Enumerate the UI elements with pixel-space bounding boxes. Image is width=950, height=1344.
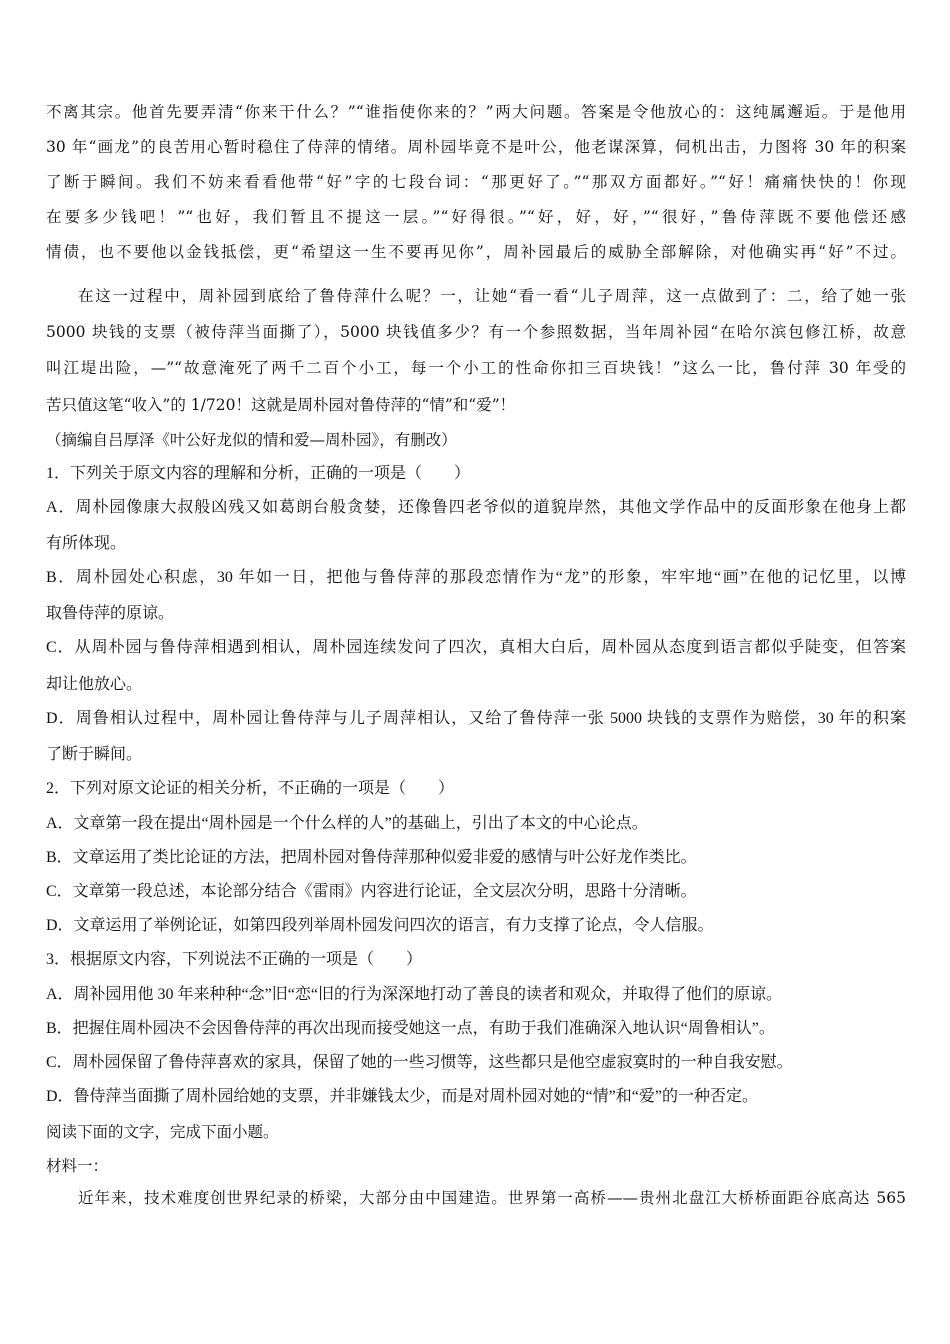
question-stem: 2．下列对原文论证的相关分析，不正确的一项是（ ） [46, 780, 455, 797]
material-label: 材料一： [46, 1157, 109, 1175]
option-c-cont: 却让他放心。 [46, 676, 143, 693]
passage-line: 不离其宗。他首先要弄清“你来干什么？”“谁指使你来的？”两大问题。答案是令他放心的：这纯属邂逅。于是他用 [46, 103, 906, 121]
reading-instruction: 阅读下面的文字，完成下面小题。 [46, 1123, 279, 1141]
passage-line: 在这一过程中，周补园到底给了鲁侍萍什么呢？一，让她“看一看“儿子周萍，这一点做到了：二，给了她一张 [78, 287, 906, 305]
source-citation: （摘编自吕厚泽《叶公好龙似的情和爱—周朴园》，有删改） [46, 431, 457, 449]
option-b: B．周朴园处心积虑，30 年如一日，把他与鲁侍萍的那段恋情作为“龙”的形象，牢牢地“画”在他的记忆里，以博 [46, 569, 906, 586]
passage-line: 情债，也不要他以金钱抵偿，更“希望这一生不要再见你”，周补园最后的威胁全部解除，对他确实再“好”不过。 [46, 243, 906, 261]
passage-line: 了断于瞬间。我们不妨来看看他带“好”字的七段台词：“那更好了。”“那双方面都好。”“好！痛痛快快的！你现 [46, 173, 906, 191]
material-text: 近年来，技术难度创世界纪录的桥梁，大部分由中国建造。世界第一高桥——贵州北盘江大桥桥面距谷底高达 565 [78, 1189, 906, 1207]
question-stem: 3．根据原文内容，下列说法不正确的一项是（ ） [46, 951, 423, 968]
passage-line: 叫江堤出险，—”“故意淹死了两千二百个小工，每一个小工的性命你扣三百块钱！”这么一比，鲁付萍 30 年受的 [46, 359, 906, 377]
option-a-cont: 有所体现。 [46, 535, 127, 552]
question-stem: 1．下列关于原文内容的理解和分析，正确的一项是（ ） [46, 465, 471, 482]
option-d: D．文章运用了举例论证，如第四段列举周朴园发问四次的语言，有力支撑了论点，令人信服。 [46, 917, 714, 934]
option-a: A．文章第一段在提出“周朴园是一个什么样的人”的基础上，引出了本文的中心论点。 [46, 815, 648, 832]
passage-line: 5000 块钱的支票（被侍萍当面撕了），5000 块钱值多少？有一个参照数据，当年周补园“在哈尔滨包修江桥，故意 [46, 323, 906, 341]
option-b: B．把握住周朴园决不会因鲁侍萍的再次出现而接受她这一点，有助于我们准确深入地认识“周鲁相认”。 [46, 1020, 775, 1037]
option-a: A．周补园用他 30 年来种种“念”旧“恋“旧的行为深深地打动了善良的读者和观众，并取得了他们的原谅。 [46, 986, 782, 1003]
option-d-cont: 了断于瞬间。 [46, 746, 143, 763]
option-d: D．周鲁相认过程中，周朴园让鲁侍萍与儿子周萍相认，又给了鲁侍萍一张 5000 块钱的支票作为赔偿，30 年的积案 [46, 710, 906, 727]
option-d: D．鲁侍萍当面撕了周朴园给她的支票，并非嫌钱太少，而是对周朴园对她的“情”和“爱”的一种否定。 [46, 1088, 758, 1105]
option-c: C．周朴园保留了鲁侍萍喜欢的家具，保留了她的一些习惯等，这些都只是他空虚寂寞时的一种自我安慰。 [46, 1054, 793, 1071]
option-c: C．文章第一段总述，本论部分结合《雷雨》内容进行论证，全文层次分明，思路十分清晰。 [46, 883, 697, 900]
option-b: B．文章运用了类比论证的方法，把周朴园对鲁侍萍那种似爱非爱的感情与叶公好龙作类比。 [46, 849, 697, 866]
option-b-cont: 取鲁侍萍的原谅。 [46, 605, 175, 622]
option-c: C．从周朴园与鲁侍萍相遇到相认，周朴园连续发问了四次，真相大白后，周朴园从态度到语言都似乎陡变，但答案 [46, 639, 906, 656]
passage-line: 30 年“画龙”的良苦用心暂时稳住了侍萍的情绪。周朴园毕竟不是叶公，他老谋深算，伺机出击，力图将 30 年的积案 [46, 138, 906, 156]
passage-line: 苦只值这笔“收入”的 1/720！这就是周朴园对鲁侍萍的“情”和“爱”！ [46, 396, 516, 414]
option-a: A．周朴园像康大叔般凶残又如葛朗台般贪婪，还像鲁四老爷似的道貌岸然，其他文学作品中的反面形象在他身上都 [46, 499, 906, 516]
passage-line: 在要多少钱吧！”“也好，我们暂且不提这一层。”“好得很。”“好，好，好，”“很好，”鲁侍萍既不要他偿还感 [46, 208, 906, 226]
